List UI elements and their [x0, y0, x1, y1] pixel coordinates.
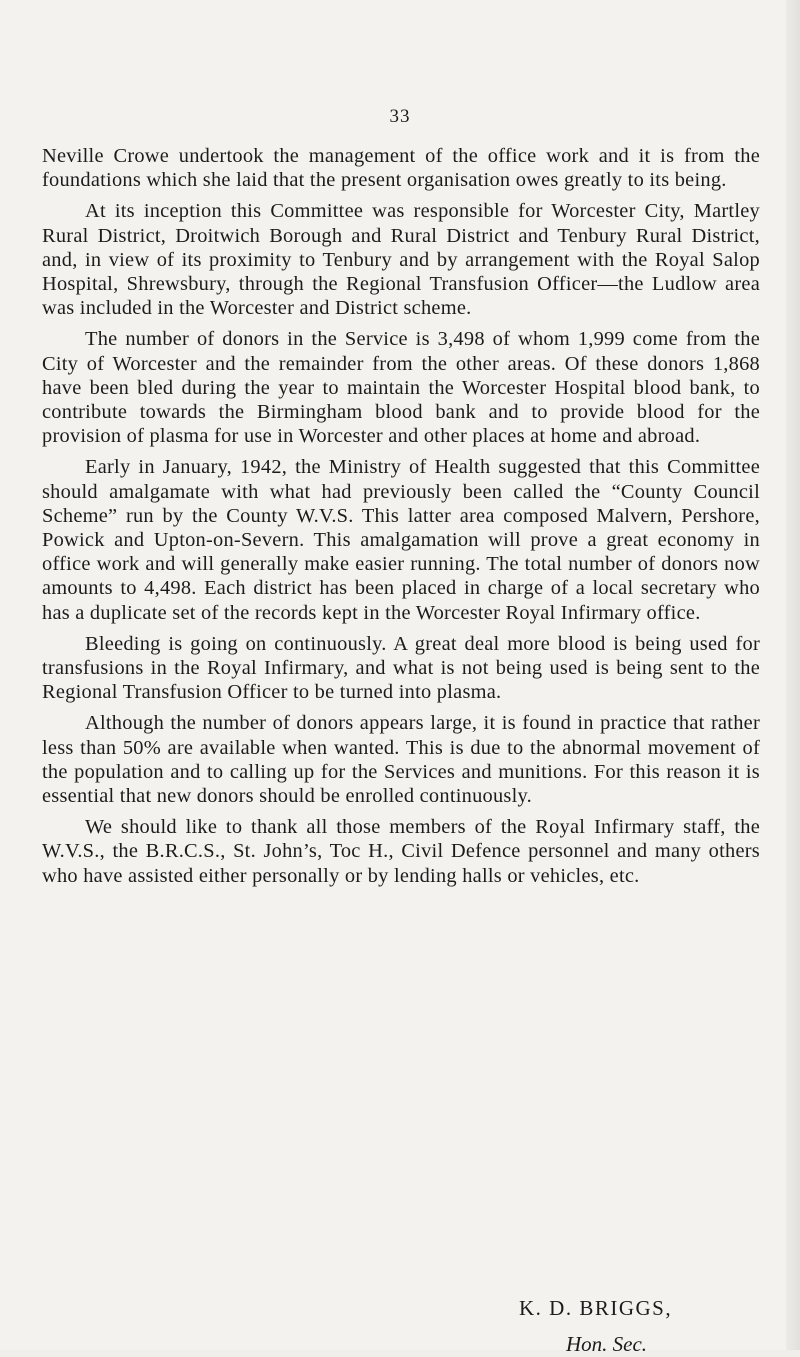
page-number: 33 — [389, 106, 411, 127]
paragraph-bleeding: Bleeding is going on continuously. A great deal more blood is being used for transfusions in the Royal Infirmary, and what is not being used is being sent to the Regional Transfusion Officer to be turned into plasma. — [42, 632, 760, 704]
paragraph-continuation: Neville Crowe undertook the management of the office work and it is from the foundations which she laid that the present organisation owes greatly to its being. — [42, 145, 760, 192]
paragraph-thanks: We should like to thank all those members of the Royal Infirmary staff, the W.V.S., the B.R.C.S., St. John’s, Toc H., Civil Defence personnel and many others who have assisted either personally or by lending halls or vehicles, etc. — [42, 816, 760, 887]
signatory-title: Hon. Sec. — [566, 1332, 648, 1356]
page-edge-shadow — [786, 0, 800, 1350]
paragraph-committee-areas: At its inception this Committee was responsible for Worcester City, Martley Rural District, Droitwich Borough and Rural District and Tenbury Rural District, and, in view of its proximity to Tenbury and by arrangement with the Royal Salop Hospital, Shrewsbury, through the Regional Transfusion Officer—the Ludlow area was included in the Worcester and District scheme. — [42, 200, 760, 320]
paragraph-donor-numbers: The number of donors in the Service is 3,498 of whom 1,999 come from the City of Worcester and the remainder from the other areas. Of these donors 1,868 have been bled during the year to maintain the Worcester Hospital blood bank, to contribute towards the Birmingham blood bank and to provide blood for the provision of plasma for use in Worcester and other places at home and abroad. — [42, 328, 760, 448]
signatory-name: K. D. BRIGGS, — [519, 1296, 673, 1320]
body-text — [42, 144, 760, 895]
paragraph-amalgamation: Early in January, 1942, the Ministry of Health suggested that this Committee should amalgamate with what had previously been called the “County Council Scheme” run by the County W.V.S. This latter area composed Malvern, Pershore, Powick and Upton-on-Severn. This amalgamation will prove a great economy in office work and will generally make easier running. The total number of donors now amounts to 4,498. Each district has been placed in charge of a local secretary who has a duplicate set of the records kept in the Worcester Royal Infirmary office. — [42, 456, 760, 624]
paragraph-availability: Although the number of donors appears large, it is found in practice that rather less than 50% are available when wanted. This is due to the abnormal movement of the population and to calling up for the Services and munitions. For this reason it is essential that new donors should be enrolled continuously. — [42, 712, 760, 808]
